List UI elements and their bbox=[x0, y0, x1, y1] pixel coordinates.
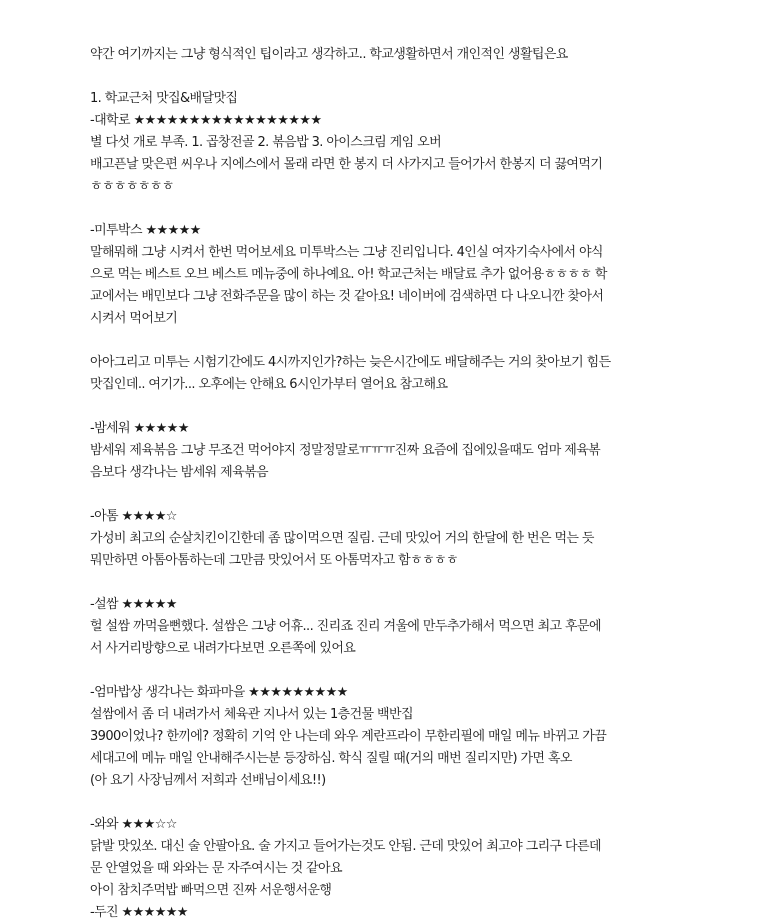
text-line: 닭발 맛있쏘. 대신 술 안팔아요. 술 가지고 들어가는것도 안됨. 근데 맛있어 최고야 그리구 다른데 bbox=[90, 839, 601, 854]
text-line: 음보다 생각나는 밤세워 제육볶음 bbox=[90, 465, 269, 480]
text-line: 말해뭐해 그냥 시켜서 한번 먹어보세요 미투박스는 그냥 진리입니다. 4인실 여자기숙사에서 야식 bbox=[90, 245, 603, 260]
text-line: 세대고에 메뉴 매일 안내해주시는분 등장하심. 학식 질릴 때(거의 매번 질리지만) 가면 혹오 bbox=[90, 751, 572, 766]
text-line: 별 다섯 개로 부족. 1. 곱창전골 2. 볶음밥 3. 아이스크림 게임 오버 bbox=[90, 135, 442, 150]
text-line: -엄마밥상 생각나는 화파마을 ★★★★★★★★★ bbox=[90, 685, 348, 700]
blank-line bbox=[90, 792, 670, 814]
blank-line bbox=[90, 396, 670, 418]
text-line: 아이 참치주먹밥 빠먹으면 진짜 서운행서운행 bbox=[90, 883, 332, 898]
text-line: (아 요기 사장님께서 저희과 선배님이세요!!) bbox=[90, 773, 326, 788]
blank-line bbox=[90, 660, 670, 682]
text-line: -두진 ★★★★★★ bbox=[90, 905, 188, 920]
text-line: 설쌈에서 좀 더 내려가서 체육관 지나서 있는 1층건물 백반집 bbox=[90, 707, 413, 722]
text-line: 아아그리고 미투는 시험기간에도 4시까지인가?하는 늦은시간에도 배달해주는 거의 찾아보기 힘든 bbox=[90, 355, 611, 370]
text-line: 배고픈날 맞은편 씨우나 지에스에서 몰래 라면 한 봉지 더 사가지고 들어가서 한봉지 더 끓여먹기 bbox=[90, 157, 603, 172]
text-line: 맛집인데.. 여기가... 오후에는 안해요 6시인가부터 열어요 참고해요 bbox=[90, 377, 448, 392]
text-line: 서 사거리방향으로 내려가다보면 오른쪽에 있어요 bbox=[90, 641, 356, 656]
text-line: 문 안열었을 때 와와는 문 자주여시는 것 같아요 bbox=[90, 861, 342, 876]
text-line: 헐 설쌈 까먹을뻔했다. 설쌈은 그냥 어휴... 진리죠 진리 겨울에 만두추가해서 먹으면 최고 후문에 bbox=[90, 619, 601, 634]
text-line: 으로 먹는 베스트 오브 베스트 메뉴중에 하나예요. 아! 학교근처는 배달료 추가 없어용ㅎㅎㅎㅎ 학 bbox=[90, 267, 607, 282]
text-line: 가성비 최고의 순살치킨이긴한데 좀 많이먹으면 질림. 근데 맛있어 거의 한달에 한 번은 먹는 듯 bbox=[90, 531, 594, 546]
text-line: 교에서는 배민보다 그냥 전화주문을 많이 하는 것 같아요! 네이버에 검색하면 다 나오니깐 찾아서 bbox=[90, 289, 604, 304]
text-line: 약간 여기까지는 그냥 형식적인 팁이라고 생각하고.. 학교생활하면서 개인적인 생활팁은요 bbox=[90, 47, 568, 62]
blank-line bbox=[90, 572, 670, 594]
text-line: -밤세워 ★★★★★ bbox=[90, 421, 189, 436]
blank-line bbox=[90, 66, 670, 88]
text-line: 밤세워 제육볶음 그냥 무조건 먹어야지 정말정말로ㅠㅠㅠ진짜 요즘에 집에있을때도 엄마 제육볶 bbox=[90, 443, 601, 458]
text-line: -아톰 ★★★★☆ bbox=[90, 509, 177, 524]
text-line: -와와 ★★★☆☆ bbox=[90, 817, 177, 832]
blank-line bbox=[90, 198, 670, 220]
document-body bbox=[90, 44, 670, 924]
blank-line bbox=[90, 330, 670, 352]
text-line: 3900이었나? 한끼에? 정확히 기억 안 나는데 와우 계란프라이 무한리필에 매일 메뉴 바뀌고 가끔 bbox=[90, 729, 607, 744]
text-line: -미투박스 ★★★★★ bbox=[90, 223, 201, 238]
text-line: 뭐만하면 아톰아톰하는데 그만큼 맛있어서 또 아톰먹자고 함ㅎㅎㅎㅎ bbox=[90, 553, 458, 568]
text-line: 1. 학교근처 맛집&배달맛집 bbox=[90, 91, 238, 106]
text-line: -설쌈 ★★★★★ bbox=[90, 597, 177, 612]
text-line: ㅎㅎㅎㅎㅎㅎㅎ bbox=[90, 179, 174, 194]
text-line: 시켜서 먹어보기 bbox=[90, 311, 178, 326]
text-line: -대학로 ★★★★★★★★★★★★★★★★★ bbox=[90, 113, 322, 128]
blank-line bbox=[90, 484, 670, 506]
